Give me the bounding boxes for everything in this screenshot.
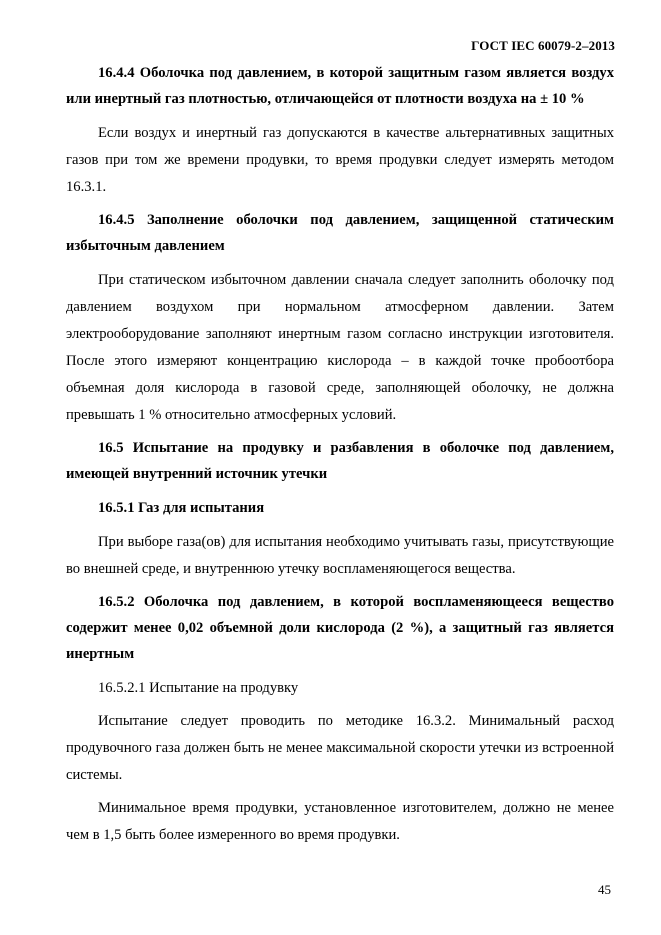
paragraph-alternative-gases: Если воздух и инертный газ допускаются в качестве альтернативных защитных газов при том же времени продувки, то время продувки следует измерять методом 16.3.1.	[66, 125, 614, 195]
section-heading-16-5-1: 16.5.1 Газ для испытания	[98, 500, 265, 516]
paragraph-purge-test-method: Испытание следует проводить по методике 16.3.2. Минимальный расход продувочного газа должен быть не менее максимальной скорости утечки из встроенной системы.	[66, 713, 614, 783]
page-number: 45	[598, 882, 611, 897]
paragraph-static-pressure: При статическом избыточном давлении сначала следует заполнить оболочку под давлением воздухом при нормальном атмосферном давлении. Затем электрооборудование заполняют инертным газом согласно инструкции изготовителя. После этого измеряют концентрацию кислорода – в каждой точке пробоотбора объемная доля кислорода в газовой среде, заполняющей оболочку, не должна превышать 1 % относительно атмосферных условий.	[66, 272, 614, 423]
section-heading-16-5: 16.5 Испытание на продувку и разбавления в оболочке под давлением, имеющей внутренний источник утечки	[66, 440, 614, 482]
paragraph-test-gas: При выборе газа(ов) для испытания необходимо учитывать газы, присутствующие во внешней среде, и внутреннюю утечку воспламеняющегося вещества.	[66, 534, 614, 577]
section-heading-16-5-2: 16.5.2 Оболочка под давлением, в которой воспламеняющееся вещество содержит менее 0,02 объемной доли кислорода (2 %), а защитный газ является инертным	[66, 594, 614, 662]
section-heading-16-4-5: 16.4.5 Заполнение оболочки под давлением, защищенной статическим избыточным давлением	[66, 212, 614, 254]
subsection-16-5-2-1: 16.5.2.1 Испытание на продувку	[98, 680, 299, 696]
section-heading-16-4-4: 16.4.4 Оболочка под давлением, в которой защитным газом является воздух или инертный газ плотностью, отличающейся от плотности воздуха на ± 10 %	[66, 65, 614, 107]
document-body	[66, 60, 614, 855]
paragraph-minimum-purge-time: Минимальное время продувки, установленное изготовителем, должно не менее чем в 1,5 быть более измеренного во время продувки.	[66, 800, 614, 843]
standard-header: ГОСТ IEC 60079-2–2013	[471, 38, 615, 53]
